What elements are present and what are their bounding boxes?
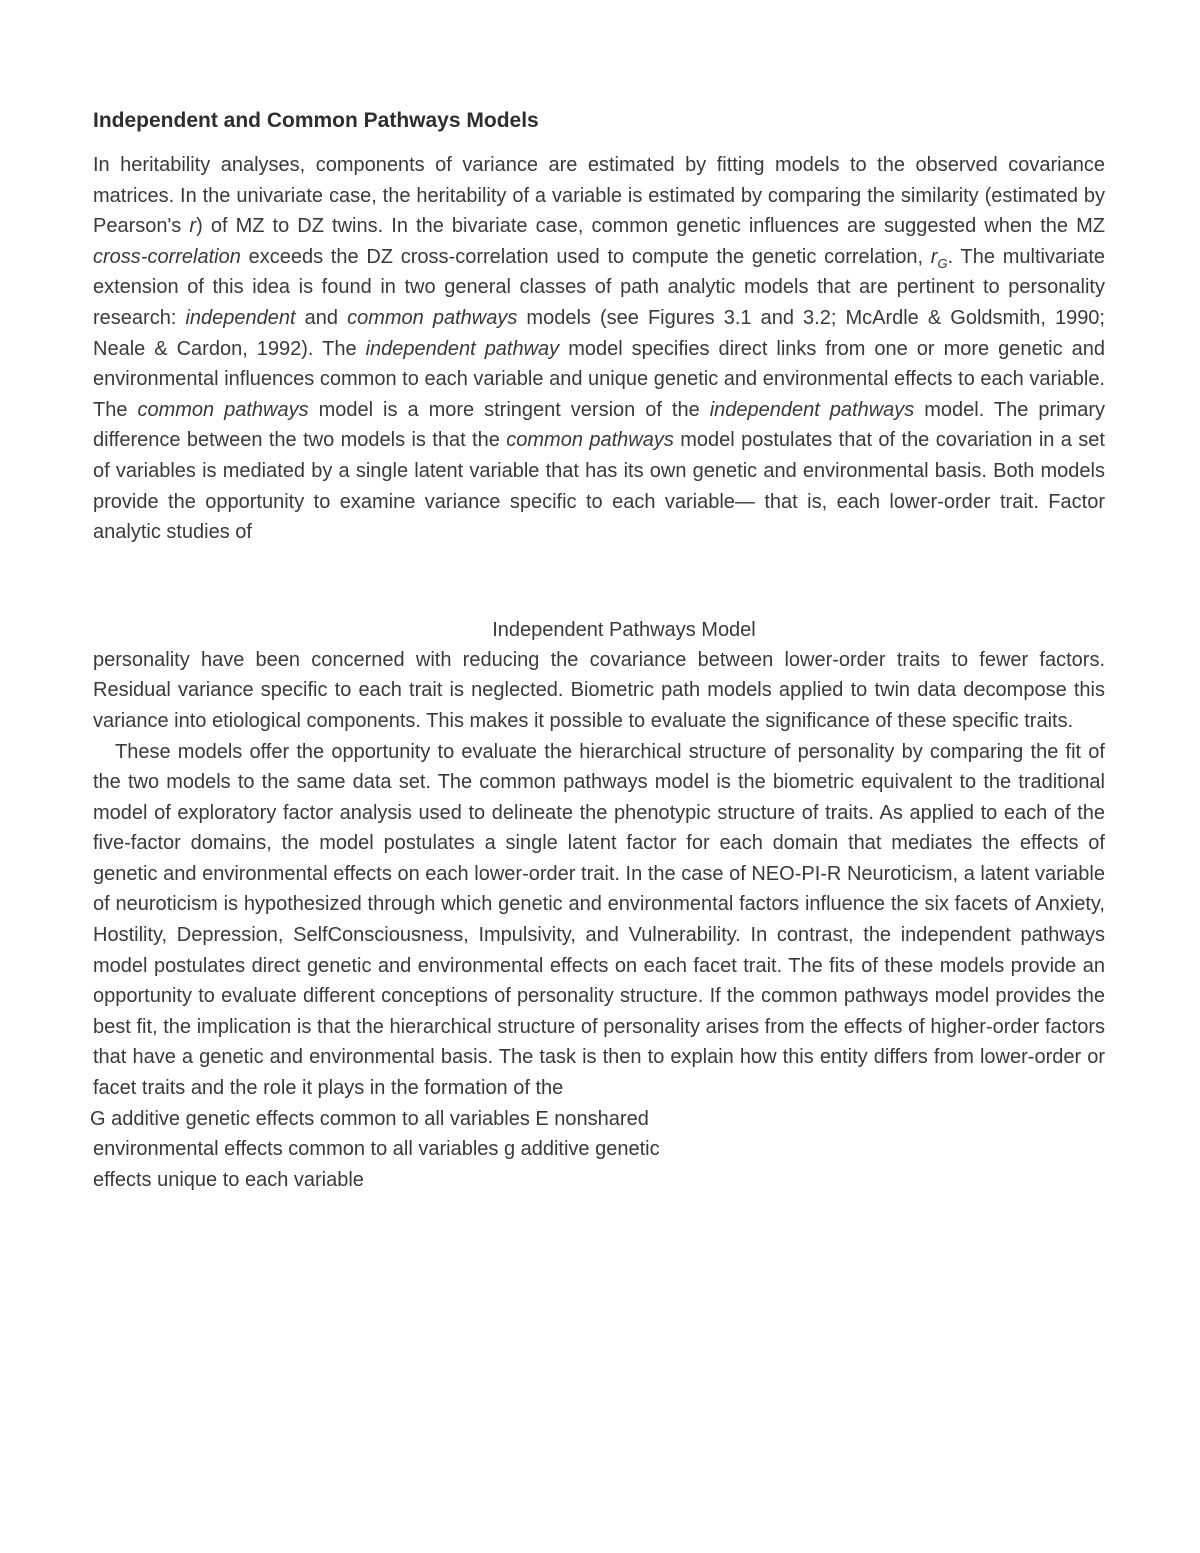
- paragraph-residual-variance: personality have been concerned with reducing the covariance between lower-order traits to fewer factors. Residual variance specific to each trait is neglected. Biometric path models applied to twin data decompose this variance into etiological components. This makes it possible to evaluate the significance of these specific traits.: [93, 648, 1105, 732]
- figure-caption: Independent Pathways Model: [492, 618, 756, 641]
- section-heading: Independent and Common Pathways Models: [93, 109, 539, 132]
- document-page: [90, 106, 1105, 1195]
- legend-line-1: G additive genetic effects common to all variables E nonshared: [90, 1107, 649, 1130]
- legend-line-2: environmental effects common to all variables g additive genetic: [93, 1138, 660, 1161]
- paragraph-hierarchical-structure: These models offer the opportunity to evaluate the hierarchical structure of personality by comparing the fit of the two models to the same data set. The common pathways model is the biometric equivalent to the traditional model of exploratory factor analysis used to delineate the phenotypic structure of traits. As applied to each of the five-factor domains, the model postulates a single latent factor for each domain that mediates the effects of genetic and environmental effects on each lower-order trait. In the case of NEO-PI-R Neuroticism, a latent variable of neuroticism is hypothesized through which genetic and environmental factors influence the six facets of Anxiety, Hostility, Depression, SelfConsciousness, Impulsivity, and Vulnerability. In contrast, the independent pathways model postulates direct genetic and environmental effects on each facet trait. The fits of these models provide an opportunity to evaluate different conceptions of personality structure. If the common pathways model provides the best fit, the implication is that the hierarchical structure of personality arises from the effects of higher-order factors that have a genetic and environmental basis. The task is then to explain how this entity differs from lower-order or facet traits and the role it plays in the formation of the: [93, 740, 1105, 1100]
- figure-legend: [90, 1104, 793, 1196]
- legend-line-3: effects unique to each variable: [93, 1168, 364, 1191]
- paragraph-intro: In heritability analyses, components of variance are estimated by fitting models to the observed covariance matrices. In the univariate case, the heritability of a variable is estimated by comparing the similarity (estimated by Pearson's r) of MZ to DZ twins. In the bivariate case, common genetic influences are suggested when the MZ cross-correlation exceeds the DZ cross-correlation used to compute the genetic correlation, $r_G$. The multivariate extension of this idea is found in two general classes of path analytic models that are pertinent to personality research: independent and common pathways models (see Figures 3.1 and 3.2; McArdle & Goldsmith, 1990; Neale & Cardon, 1992). The independent pathway model specifies direct links from one or more genetic and environmental influences common to each variable and unique genetic and environmental effects to each variable. The common pathways model is a more stringent version of the independent pathways model. The primary difference between the two models is that the common pathways model postulates that of the covariation in a set of variables is mediated by a single latent variable that has its own genetic and environmental basis. Both models provide the opportunity to examine variance specific to each variable— that is, each lower-order trait. Factor analytic studies of: [93, 154, 1105, 544]
